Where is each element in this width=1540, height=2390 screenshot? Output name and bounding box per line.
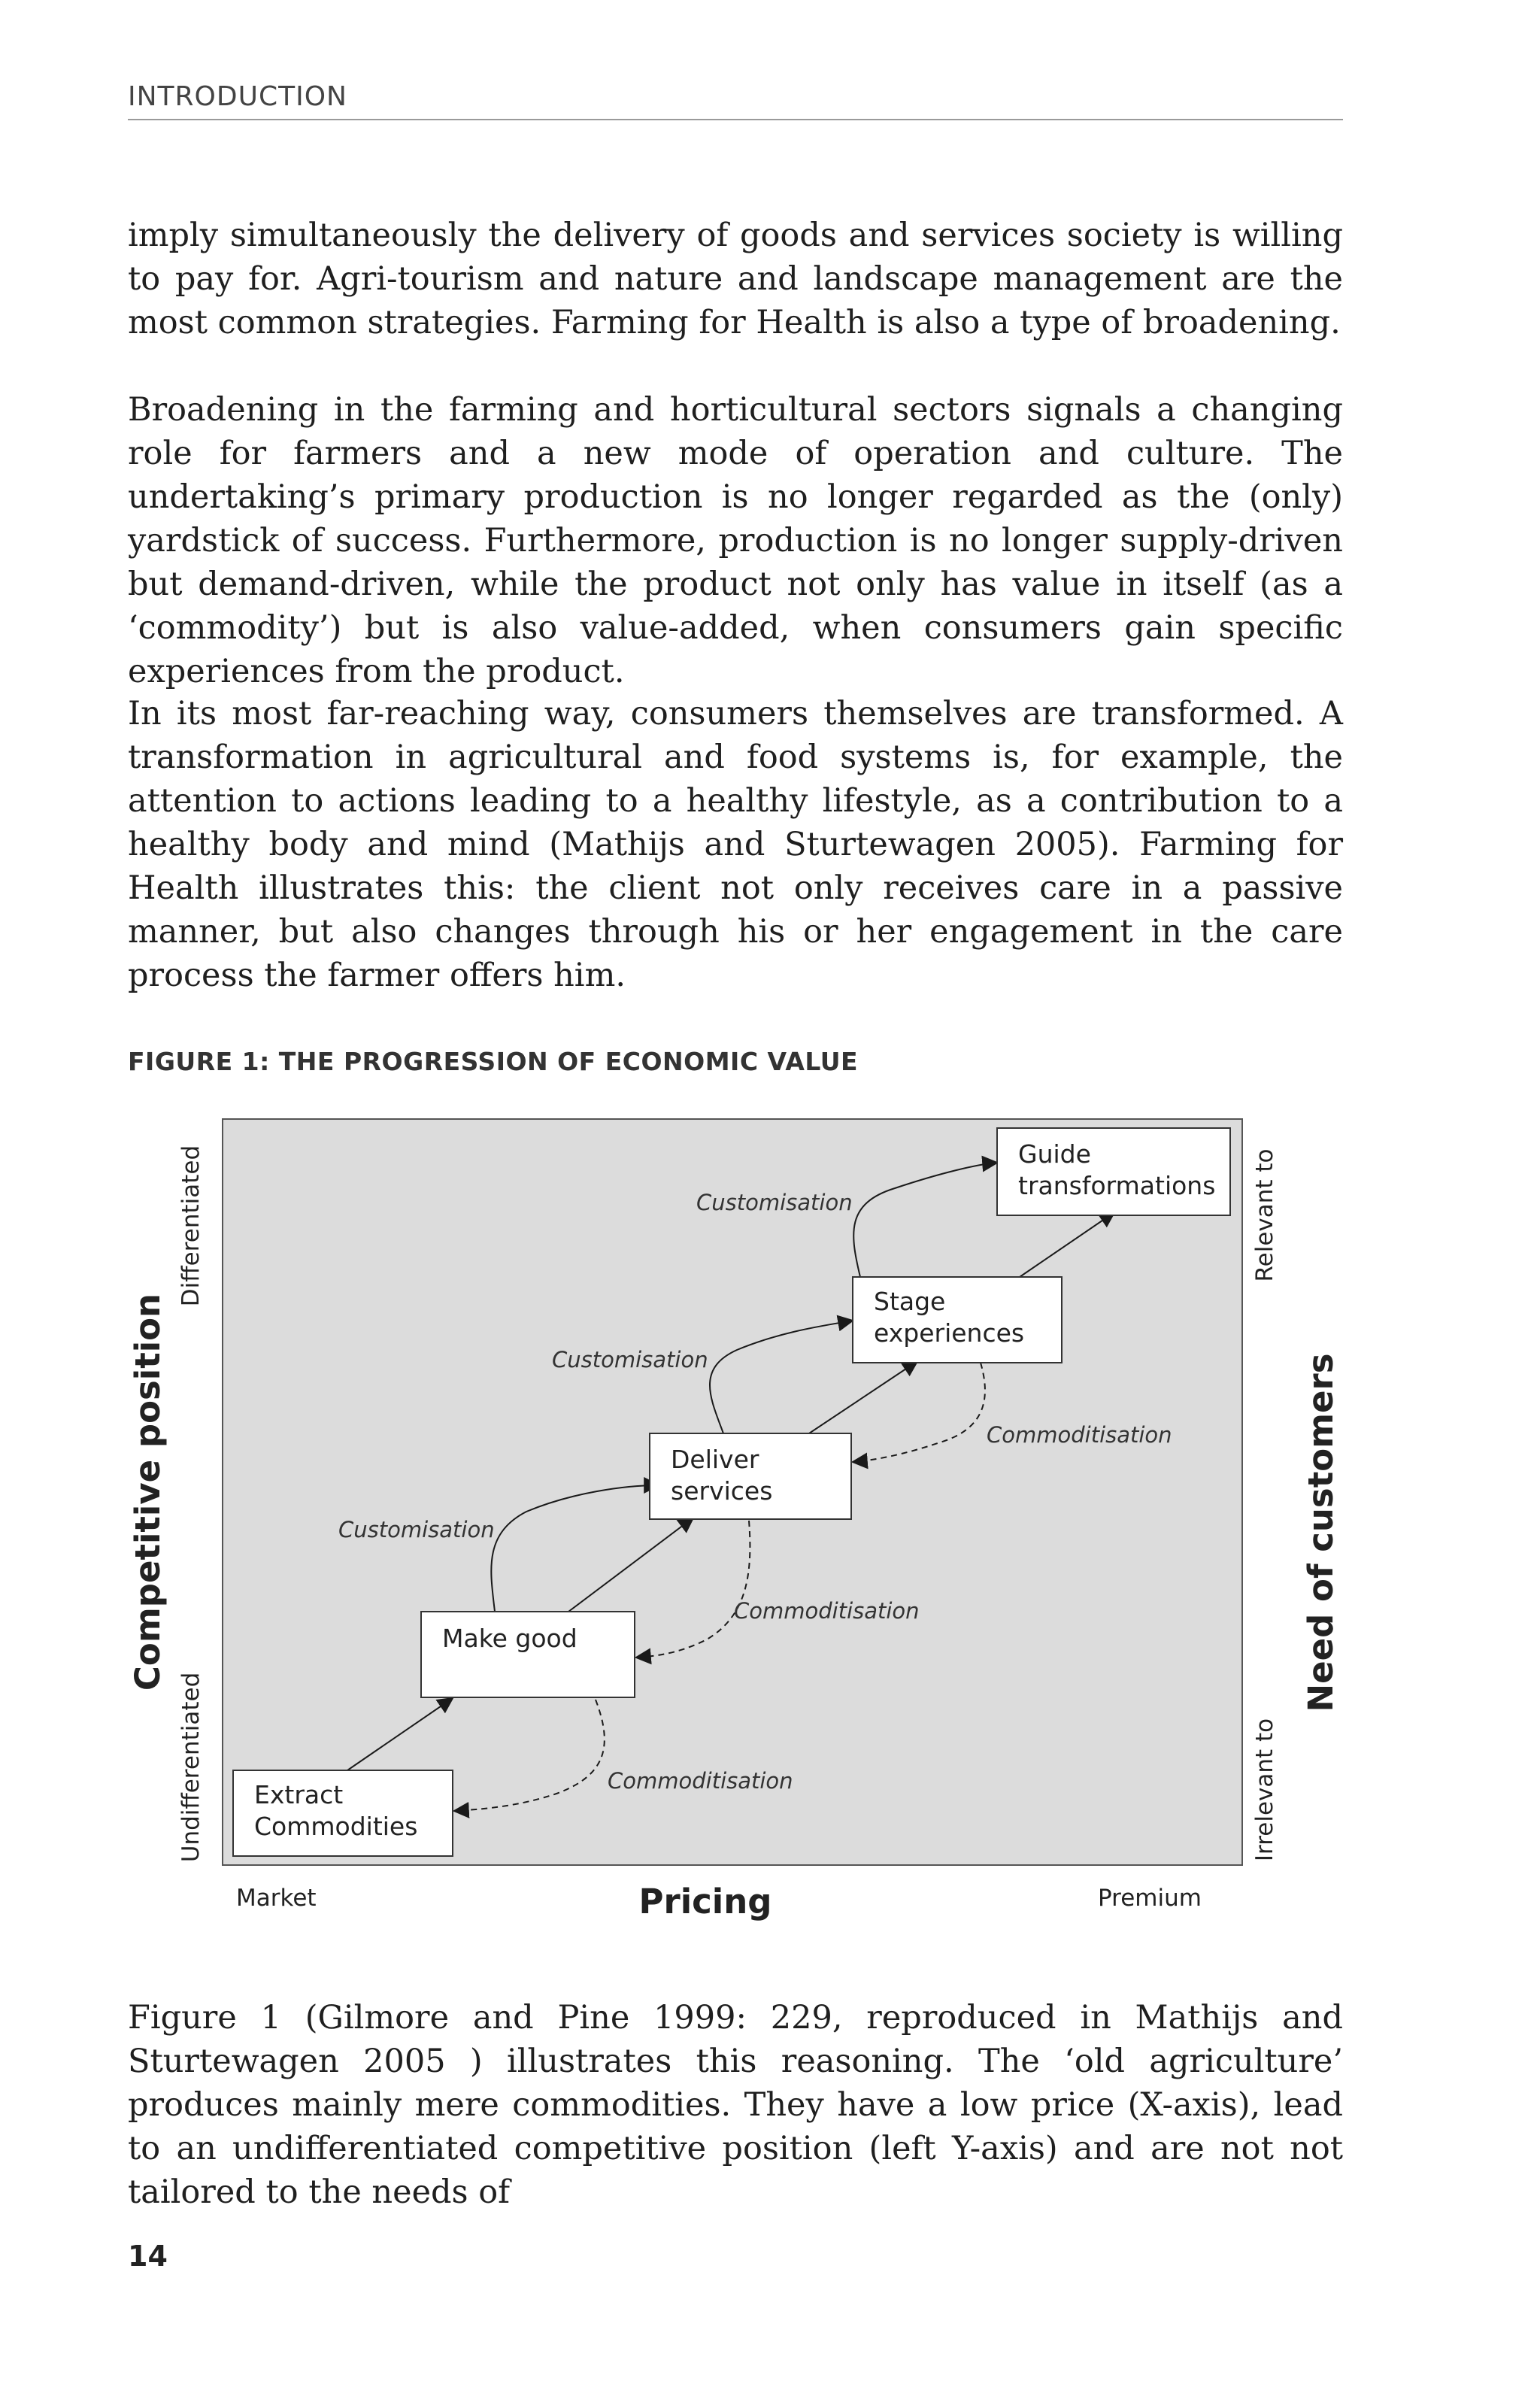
left-axis-top-label: Differentiated: [177, 1145, 205, 1307]
stage-guide-line-2: transformations: [1018, 1171, 1216, 1200]
body-paragraph-2: Broadening in the farming and horticultural sectors signals a changing role for farmers and a new mode of operation and culture. The undertaking’s primary production is no longer regarded as the (only) yardstick of success. Furthermore, production is no longer supply-driven but demand-driven, while the product not only has value in itself (as a ‘commodity’) but is also value-added, when consumers gain specific experiences from the product.: [128, 391, 1343, 690]
stage-extract-line-1: Extract: [254, 1780, 344, 1809]
bottom-axis-left-label: Market: [236, 1885, 317, 1912]
bottom-axis-right-label: Premium: [1098, 1885, 1202, 1912]
body-paragraph-4: Figure 1 (Gilmore and Pine 1999: 229, reproduced in Mathijs and Sturtewagen 2005 ) illustrates this reasoning. The ‘old agriculture’ produces mainly mere commodities. They have a low price (X-axis), lead to an undifferentiated competitive position (left Y-axis) and are not not tailored to the needs of: [128, 1999, 1343, 2211]
stage-guide-line-1: Guide: [1018, 1139, 1091, 1169]
left-axis-bottom-label: Undifferentiated: [177, 1672, 205, 1863]
right-axis-top-label: Relevant to: [1251, 1148, 1278, 1282]
body-paragraph-3: In its most far-reaching way, consumers themselves are transformed. A transformation in agricultural and food systems is, for example, the attention to actions leading to a healthy lifestyle, as a contribution to a healthy body and mind (Mathijs and Sturtewagen 2005). Farming for Health illustrates this: the client not only receives care in a passive manner, but also changes through his or her engagement in the care process the farmer offers him.: [128, 695, 1343, 994]
customisation-label-3: Customisation: [696, 1190, 853, 1215]
right-axis-title: Need of customers: [1301, 1353, 1341, 1712]
stage-deliver-line-2: services: [671, 1476, 773, 1506]
commoditisation-label-2: Commoditisation: [734, 1598, 920, 1624]
page-number: 14: [128, 2240, 168, 2273]
figure-title: FIGURE 1: THE PROGRESSION OF ECONOMIC VALUE: [128, 1047, 859, 1076]
running-header: INTRODUCTION: [128, 81, 347, 112]
customisation-label-2: Customisation: [552, 1347, 708, 1372]
body-paragraph-1: imply simultaneously the delivery of goods and services society is willing to pay for. Agri-tourism and nature and landscape management are the most common strategies. Farming for Health is also a type of broadening.: [128, 217, 1343, 341]
right-axis-bottom-label: Irrelevant to: [1251, 1718, 1278, 1862]
bottom-axis-title: Pricing: [638, 1882, 772, 1921]
commoditisation-label-1: Commoditisation: [987, 1422, 1172, 1448]
commoditisation-label-3: Commoditisation: [608, 1768, 793, 1794]
customisation-label-1: Customisation: [338, 1517, 495, 1542]
stage-make-line-1: Make good: [442, 1624, 578, 1653]
left-axis-title: Competitive position: [128, 1293, 168, 1691]
stage-stage-line-2: experiences: [874, 1318, 1025, 1348]
stage-deliver-line-1: Deliver: [671, 1445, 759, 1474]
stage-extract-line-2: Commodities: [254, 1812, 418, 1841]
stage-stage-line-1: Stage: [874, 1287, 946, 1316]
